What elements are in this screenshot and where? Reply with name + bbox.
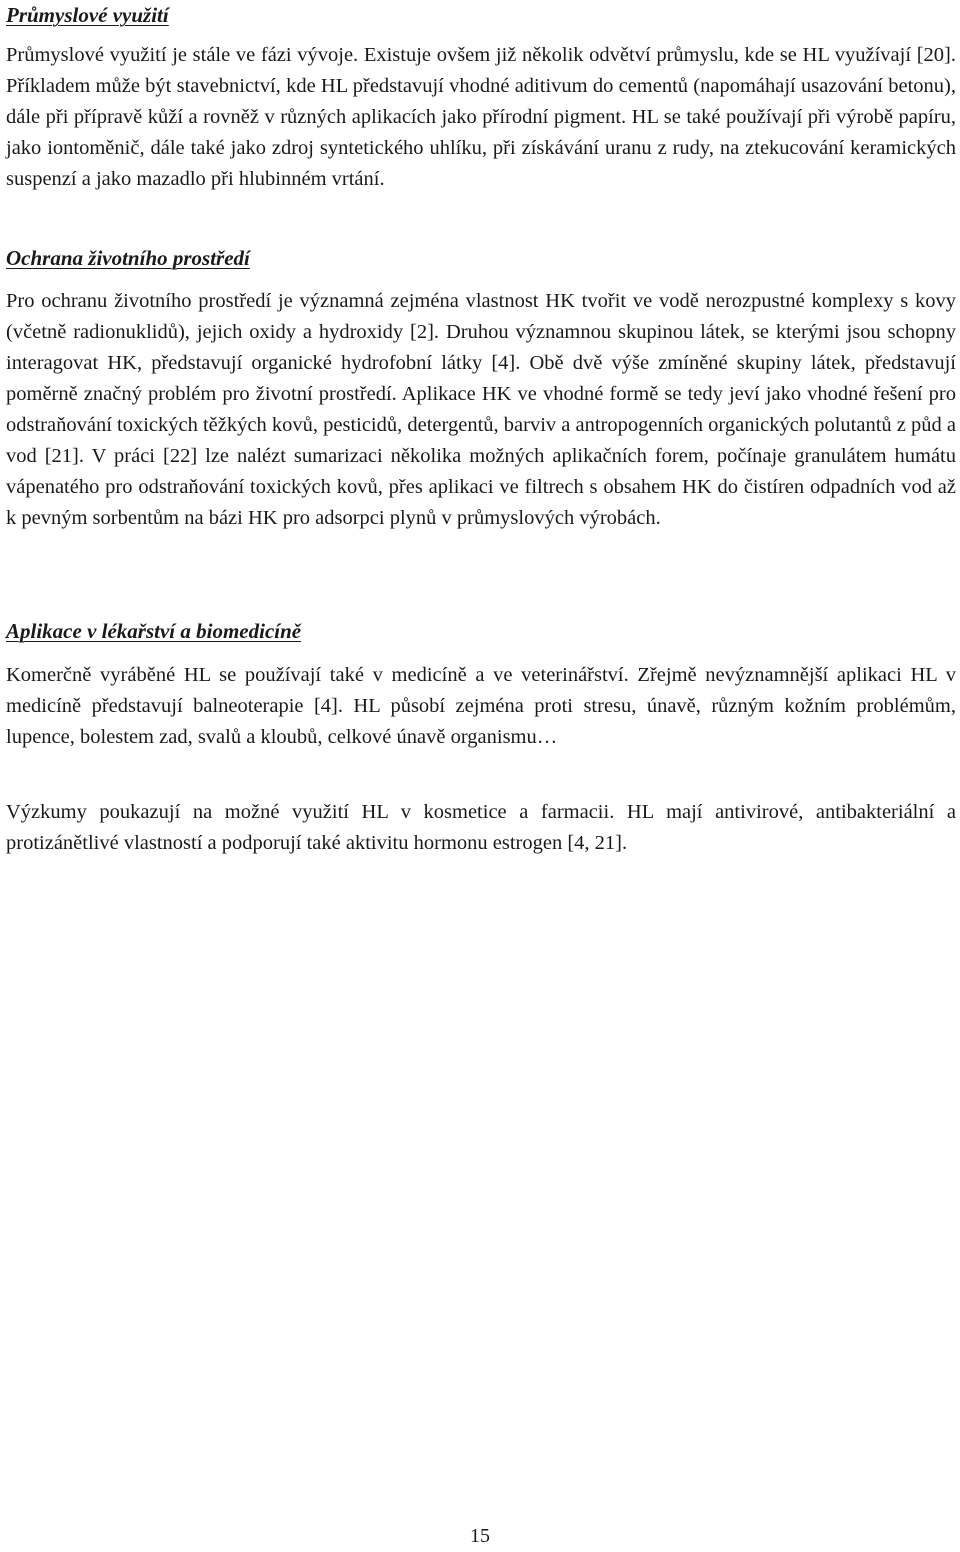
section-heading-industrial-use: Průmyslové využití bbox=[6, 3, 169, 27]
paragraph-medicine-2: Výzkumy poukazují na možné využití HL v kosmetice a farmacii. HL mají antivirové, antibakteriální a protizánětlivé vlastností a podporují také aktivitu hormonu estrogen [4, 21]. bbox=[6, 801, 956, 854]
section-heading-medicine: Aplikace v lékařství a biomedicíně bbox=[6, 619, 302, 643]
paragraph-medicine-1: Komerčně vyráběné HL se používají také v medicíně a ve veterinářství. Zřejmě nevýznamnější aplikaci HL v medicíně představují balneoterapie [4]. HL působí zejména proti stresu, únavě, různým kožním problémům, lupence, bolestem zad, svalů a kloubů, celkové únavě organismu… bbox=[6, 664, 956, 748]
page-number: 15 bbox=[470, 1525, 490, 1547]
section-heading-environment-protection: Ochrana životního prostředí bbox=[6, 246, 250, 270]
paragraph-environment-protection: Pro ochranu životního prostředí je významná zejména vlastnost HK tvořit ve vodě nerozpustné komplexy s kovy (včetně radionuklidů), jejich oxidy a hydroxidy [2]. Druhou významnou skupinou látek, se kterými jsou schopny interagovat HK, představují organické hydrofobní látky [4]. Obě dvě výše zmíněné skupiny látek, představují poměrně značný problém pro životní prostředí. Aplikace HK ve vhodné formě se tedy jeví jako vhodné řešení pro odstraňování toxických těžkých kovů, pesticidů, detergentů, barviv a antropogenních organických polutantů z půd a vod [21]. V práci [22] lze nalézt sumarizaci několika možných aplikačních forem, počínaje granulátem humátu vápenatého pro odstraňování toxických kovů, přes aplikaci ve filtrech s obsahem HK do čistíren odpadních vod až k pevným sorbentům na bázi HK pro adsorpci plynů v průmyslových výrobách. bbox=[6, 290, 956, 529]
paragraph-industrial-use: Průmyslové využití je stále ve fázi vývoje. Existuje ovšem již několik odvětví průmyslu, kde se HL využívají [20]. Příkladem může být stavebnictví, kde HL představují vhodné aditivum do cementů (napomáhají usazování betonu), dále při přípravě kůží a rovněž v různých aplikacích jako přírodní pigment. HL se také používají při výrobě papíru, jako iontoměnič, dále také jako zdroj syntetického uhlíku, při získávání uranu z rudy, na ztekucování keramických suspenzí a jako mazadlo při hlubinném vrtání. bbox=[6, 44, 956, 190]
